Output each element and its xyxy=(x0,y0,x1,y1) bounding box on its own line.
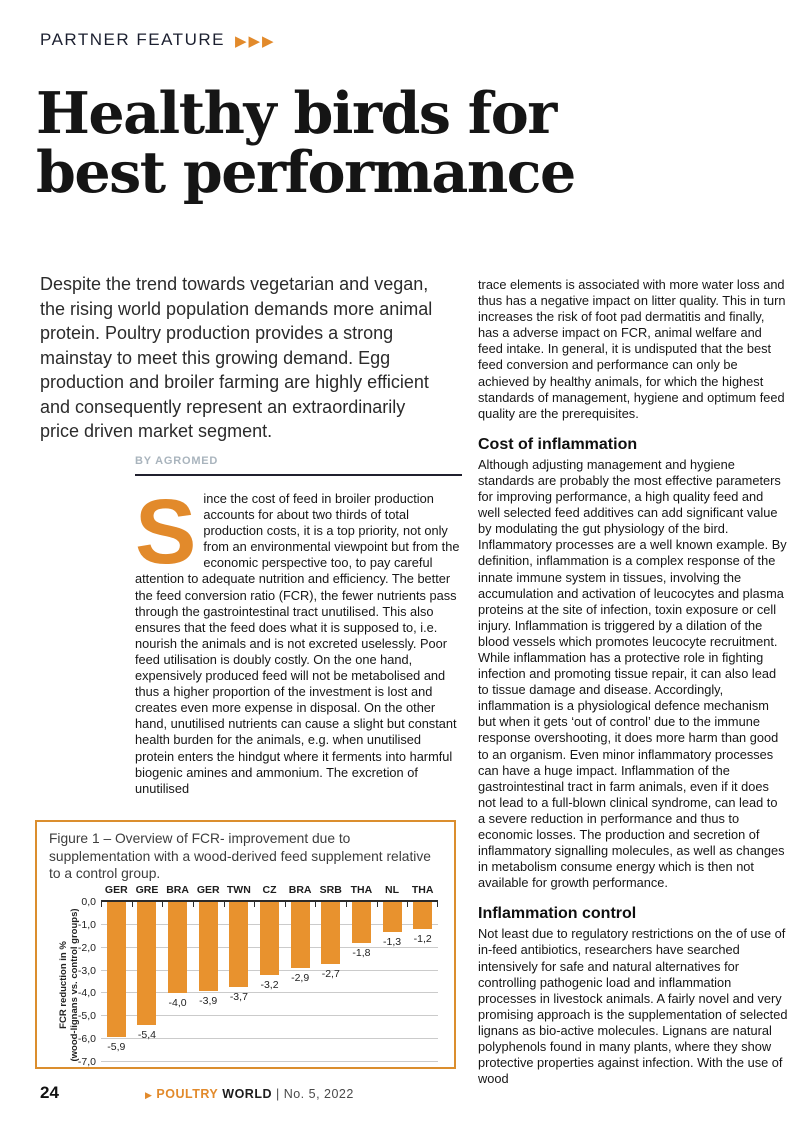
article-col1-text: ince the cost of feed in broiler production accounts for about two thirds of total production costs, it is a top priority, not only from an environmental viewpoint but from the economic perspective too, to pay careful attention to adequate nutrition and efficiency. The better the feed conversion ratio (FCR), the fewer nutrients pass through the gastrointestinal tract unutilised. This also ensures that the feed does what it is supposed to, i.e. nourish the animals and is not excreted uselessly. Poor feed utilisation is doubly costly. On the one hand, expensively produced feed will not be metabolised and thus a higher proportion of the investment is lost and creates even more expense in disposal. On the other hand, unutilised nutrients can cause a slight but constant health burden for the animals, e.g. when unutilised protein enters the hindgut where it ferments into harmful biogenic amines and ammonium. The excretion of unutilised xyxy=(135,491,460,796)
bar xyxy=(229,902,248,987)
value-label: -1,2 xyxy=(413,933,432,946)
value-label: -2,7 xyxy=(321,967,340,980)
gridline xyxy=(101,1061,438,1062)
bar xyxy=(321,902,340,964)
left-column xyxy=(135,455,462,797)
byline: BY AGROMED xyxy=(135,455,462,476)
axis-tick xyxy=(101,902,102,907)
bar xyxy=(413,902,432,929)
page-number: 24 xyxy=(40,1083,59,1102)
bar xyxy=(137,902,156,1025)
category-label: GRE xyxy=(135,884,159,896)
axis-tick xyxy=(224,902,225,907)
figure-1-panel xyxy=(35,820,456,1069)
value-label: -5,4 xyxy=(137,1029,156,1042)
category-label: THA xyxy=(411,884,434,896)
y-tick-label: -4,0 xyxy=(77,987,96,1000)
category-label: GER xyxy=(104,884,128,896)
value-label: -3,7 xyxy=(229,990,248,1003)
y-tick-label: -6,0 xyxy=(77,1033,96,1046)
figure-caption: Figure 1 – Overview of FCR- improvement due to supplementation with a wood-derived feed supplement relative to a control group. xyxy=(49,831,431,881)
chart-plot xyxy=(77,884,438,1068)
article-col2-para2: Although adjusting management and hygiene standards are probably the most effective parameters for improving performance, a high quality feed and well selected feed additives can add significant value by modulating the gut physiology of the bird. Inflammatory processes are a well known example. By definition, inflammation is a complex response of the innate immune system in tissues, involving the accumulation and activation of leucocytes and plasma proteins at the site of infection, toxin exposure or cell injury. Inflammation is triggered by a dilation of the blood vessels which promotes leucocyte recruitment. While inflammation has a protective role in fighting infection and promoting tissue repair, it can also lead to tissue damage and disease. Accordingly, inflammation is a physiological defence mechanism but when it gets ‘out of control’ due to the immune response overshooting, it does more harm than good to an organism. Even minor inflammatory processes can have a huge impact. Inflammation of the gastrointestinal tract in farm animals, even if it does not lead to a full-blown clinical syndrome, can lead to a severe reduction in performance and thus to economic losses. The production and secretion of inflammatory signalling molecules, as well as changes in metabolism consume energy which is then not available for growth performance. xyxy=(478,456,787,891)
axis-tick xyxy=(346,902,347,907)
intro-paragraph: Despite the trend towards vegetarian and vegan, the rising world population demands more animal protein. Poultry production provides a strong mainstay to meet this growing demand. Egg production and broiler farming are highly efficient and consequently represent an extraordinarily price driven market segment. xyxy=(40,274,433,441)
category-label: NL xyxy=(385,884,400,896)
dropcap-letter: S xyxy=(135,481,197,583)
brand-poultry: POULTRY xyxy=(156,1087,219,1101)
category-label: CZ xyxy=(262,884,277,896)
category-label: SRB xyxy=(319,884,342,896)
y-tick-label: -3,0 xyxy=(77,964,96,977)
bar xyxy=(352,902,371,943)
axis-tick xyxy=(162,902,163,907)
bar xyxy=(291,902,310,968)
value-label: -1,3 xyxy=(382,935,402,948)
y-tick-label: 0,0 xyxy=(81,896,96,908)
fcr-bar-chart xyxy=(37,878,454,1067)
category-label: BRA xyxy=(166,884,189,896)
bar xyxy=(199,902,218,991)
brand-arrow-icon: ▶ xyxy=(145,1090,153,1100)
triple-arrow-icon: ▶▶▶ xyxy=(234,32,276,50)
article-col2-para1: trace elements is associated with more water loss and thus has a negative impact on litter quality. This in turn increases the risk of foot pad dermatitis and finally, has a adverse impact on FCR, animal welfare and feed intake. In general, it is undisputed that the best feed conversion and performance can only be achieved by healthy animals, for which the highest standards of management, hygiene and optimum feed quality are the prerequisites. xyxy=(478,277,786,421)
kicker xyxy=(40,30,276,50)
axis-tick xyxy=(254,902,255,907)
issue-label: | No. 5, 2022 xyxy=(275,1087,354,1101)
page-title xyxy=(36,80,575,206)
y-tick-label: -5,0 xyxy=(77,1010,96,1023)
y-tick-label: -7,0 xyxy=(77,1056,96,1068)
y-axis-label-line1: FCR reduction in % xyxy=(58,941,69,1029)
y-axis-label-line2: (wood-lignans vs. control groups) xyxy=(69,908,80,1062)
axis-tick xyxy=(193,902,194,907)
value-label: -3,2 xyxy=(260,979,279,992)
subhead-inflammation-control: Inflammation control xyxy=(478,905,637,923)
value-label: -3,9 xyxy=(199,995,218,1008)
bar xyxy=(107,902,126,1037)
value-label: -5,9 xyxy=(107,1040,126,1053)
subhead-cost-of-inflammation: Cost of inflammation xyxy=(478,435,638,453)
headline-line-1: Healthy birds for xyxy=(36,80,556,147)
bar xyxy=(168,902,187,993)
bar xyxy=(260,902,279,975)
y-tick-label: -1,0 xyxy=(77,918,96,931)
axis-tick xyxy=(377,902,378,907)
right-column xyxy=(478,277,788,1087)
footer-brand xyxy=(145,1087,354,1101)
article-col2-para3: Not least due to regulatory restrictions on the of use of in-feed antibiotics, researchers have searched intensively for safe and natural alternatives for controlling pathogenic load and inflammation processes in livestock animals. A fairly novel and very promising approach is the supplementation of selected lignans as bio-active molecules. Lignans are natural polyphenols found in many plants, where they show protective properties against infection. With the use of wood xyxy=(478,926,788,1087)
value-label: -2,9 xyxy=(291,972,310,985)
brand-world: WORLD xyxy=(222,1087,272,1101)
y-tick-label: -2,0 xyxy=(77,941,96,954)
article-first-paragraph xyxy=(135,481,462,797)
axis-tick xyxy=(407,902,408,907)
category-label: TWN xyxy=(226,884,251,896)
headline-line-2: best performance xyxy=(36,139,575,206)
axis-tick xyxy=(285,902,286,907)
bar xyxy=(383,902,402,932)
category-label: THA xyxy=(350,884,373,896)
axis-tick xyxy=(132,902,133,907)
category-label: BRA xyxy=(288,884,312,896)
axis-tick xyxy=(437,902,438,907)
category-label: GER xyxy=(196,884,220,896)
kicker-label: PARTNER FEATURE xyxy=(40,30,225,49)
value-label: -1,8 xyxy=(352,947,371,960)
axis-tick xyxy=(315,902,316,907)
value-label: -4,0 xyxy=(168,997,187,1010)
